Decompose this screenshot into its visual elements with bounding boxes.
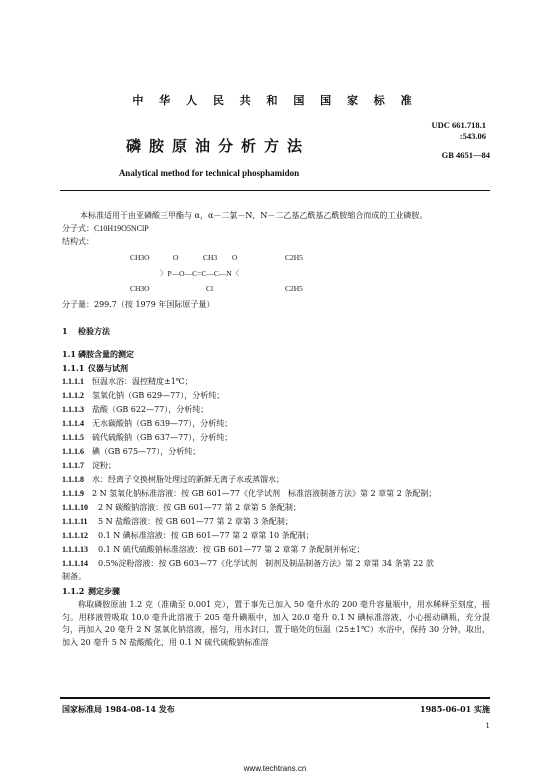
section-1-1-heading — [62, 348, 134, 360]
section-1-1-1-title: 仪器与试剂 — [88, 363, 128, 373]
header-rule — [60, 190, 490, 191]
section-1-number: 1 — [62, 326, 68, 336]
list-item — [62, 460, 116, 472]
item-number: 1.1.1.2 — [62, 391, 84, 400]
item-number: 1.1.1.11 — [62, 517, 88, 526]
standard-category: 中 华 人 民 共 和 国 国 家 标 准 — [132, 94, 418, 107]
list-item-continuation: 制备。 — [62, 572, 86, 581]
list-item — [62, 488, 436, 500]
document-title-english: Analytical method for technical phosphamidon — [118, 168, 300, 178]
struct-ch3: CH3 — [203, 253, 218, 262]
item-number: 1.1.1.8 — [62, 475, 84, 484]
item-text: 碘（GB 675—77），分析纯； — [92, 447, 201, 456]
item-number: 1.1.1.12 — [62, 531, 88, 540]
item-number: 1.1.1.7 — [62, 461, 84, 470]
struct-c2h5-bottom: C2H5 — [285, 284, 303, 293]
item-text: 2 N 碳酸钠溶液：按 GB 601—77 第 2 章第 5 条配制； — [98, 503, 301, 512]
item-text: 硫代硫酸钠（GB 637—77），分析纯； — [92, 433, 233, 442]
list-item — [62, 516, 293, 528]
item-text: 0.5%淀粉溶液：按 GB 603—77《化学试剂 制剂及制品制备方法》第 2 章第 34 条第 22 款 — [98, 559, 434, 568]
struct-ch3o-bottom: CH3O — [130, 284, 150, 293]
item-text: 盐酸（GB 622—77），分析纯； — [92, 405, 209, 414]
udc-code — [431, 120, 486, 142]
udc-line-2: :543.06 — [459, 131, 486, 141]
struct-cl: Cl — [206, 284, 214, 293]
item-text: 淀粉； — [92, 461, 116, 470]
udc-line-1: UDC 661.718.1 — [431, 120, 486, 130]
struct-o-2: O — [232, 253, 238, 262]
item-text: 0.1 N 硫代硫酸钠标准溶液：按 GB 601—77 第 2 章第 7 条配制并标定； — [98, 545, 365, 554]
list-item — [62, 474, 284, 486]
scope-paragraph: 本标准适用于由亚磷酸三甲酯与 α，α－二氯－N，N－二乙基乙酰基乙酰胺缩合而成的工业磷胺。 — [80, 211, 428, 220]
section-1-1-2-title: 测定步骤 — [88, 586, 120, 596]
section-1-1-1-number: 1.1.1 — [62, 363, 85, 373]
formula-line — [62, 223, 149, 235]
item-number: 1.1.1.3 — [62, 405, 84, 414]
section-1-title: 检验方法 — [78, 326, 110, 336]
section-1-1-1-heading — [62, 362, 128, 374]
list-item — [62, 376, 193, 388]
molecular-weight: 分子量：299.7（按 1979 年国际原子量） — [62, 300, 215, 309]
list-item — [62, 404, 208, 416]
procedure-paragraph: 称取磷胺原油 1.2 克（准确至 0.001 克），置于事先已加入 50 毫升水的 200 毫升容量瓶中，用水稀释至刻度，摇匀。用移液管吸取 10.0 毫升此溶液于 205 毫升碘瓶中，加入 20.0 毫升 0.1 N 碘标准溶液，小心摇动碘瓶，充分混匀，再加入 20 毫升 2 N 氢氧化钠溶液，摇匀，用水封口，置于暗处的恒温（25±1℃）水浴中，保持 30 分钟，取出，加入 20 毫升 5 N 盐酸酸化，用 0.1 N 硫代硫酸钠标准溶 — [62, 600, 490, 647]
footer-rule — [60, 697, 490, 699]
item-text: 水：经离子交换树脂处理过的新鲜无离子水或蒸馏水； — [92, 475, 284, 484]
item-text: 氢氧化钠（GB 629—77），分析纯； — [92, 391, 225, 400]
item-text: 2 N 氢氧化钠标准溶液：按 GB 601—77《化学试剂 标准溶液制备方法》第 2 章第 2 条配制； — [92, 489, 437, 498]
molecular-formula: C10H19O5NClP — [94, 224, 149, 233]
section-1-1-title: 磷胺含量的测定 — [78, 349, 134, 359]
item-text: 无水碳酸钠（GB 639—77），分析纯； — [92, 419, 233, 428]
item-number: 1.1.1.4 — [62, 419, 84, 428]
structure-label: 结构式： — [62, 237, 94, 246]
struct-ch3o-top: CH3O — [130, 253, 150, 262]
source-url: www.techtrans.cn — [243, 764, 307, 773]
struct-c2h5-top: C2H5 — [285, 253, 303, 262]
section-1-heading — [62, 325, 110, 337]
struct-o-1: O — [173, 253, 179, 262]
formula-label: 分子式： — [62, 224, 94, 233]
document-title-chinese: 磷胺原油分析方法 — [126, 137, 311, 155]
issue-date: 国家标准局 1984-08-14 发布 — [62, 704, 175, 714]
list-item — [62, 390, 224, 402]
item-number: 1.1.1.14 — [62, 559, 88, 568]
item-number: 1.1.1.5 — [62, 433, 84, 442]
item-number: 1.1.1.13 — [62, 545, 88, 554]
item-text: 5 N 盐酸溶液：按 GB 601—77 第 2 章第 3 条配制； — [98, 517, 293, 526]
struct-chain: 〉P—O—C=C—C—N〈 — [160, 269, 240, 278]
page-number: 1 — [485, 722, 490, 730]
effective-date: 1985-06-01 实施 — [420, 704, 490, 714]
list-item — [62, 530, 314, 542]
section-1-1-2-number: 1.1.2 — [62, 586, 85, 596]
item-text: 恒温水浴：温控精度±1℃； — [92, 377, 193, 386]
item-text: 0.1 N 碘标准溶液：按 GB 601—77 第 2 章第 10 条配制； — [98, 531, 314, 540]
list-item — [62, 544, 365, 556]
section-1-1-2-heading — [62, 585, 120, 597]
list-item — [62, 558, 434, 570]
item-number: 1.1.1.10 — [62, 503, 88, 512]
list-item — [62, 446, 200, 458]
item-number: 1.1.1.1 — [62, 377, 84, 386]
item-number: 1.1.1.6 — [62, 447, 84, 456]
list-item — [62, 432, 232, 444]
standard-number: GB 4651—84 — [441, 150, 490, 160]
list-item — [62, 502, 301, 514]
list-item — [62, 418, 232, 430]
section-1-1-number: 1.1 — [62, 349, 76, 359]
item-number: 1.1.1.9 — [62, 489, 84, 498]
